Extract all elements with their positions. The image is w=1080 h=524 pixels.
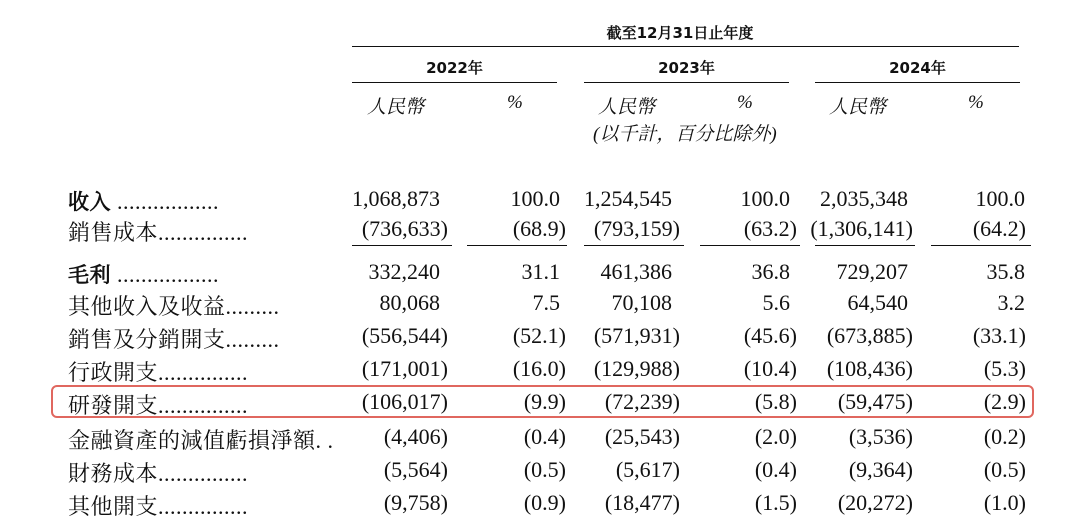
value-2023-pct: (1.5)	[754, 490, 797, 515]
value-2022-rmb: 332,240	[368, 259, 440, 284]
value-2023-pct: (63.2)	[743, 216, 797, 241]
subtotal-rule	[584, 245, 684, 246]
value-2024-pct: 100.0	[975, 186, 1025, 211]
value-2022-pct: 7.5	[532, 290, 560, 315]
value-2022-pct: (0.9)	[523, 490, 566, 515]
value-2024-rmb: 2,035,348	[820, 186, 908, 211]
value-2023-rmb: (72,239)	[604, 389, 680, 414]
row-label: 收入 .................	[68, 189, 219, 214]
value-2023-rmb: (793,159)	[593, 216, 680, 241]
row-label: 其他開支...............	[68, 494, 249, 519]
value-2023-pct: (5.8)	[754, 389, 797, 414]
value-2024-pct: (0.2)	[983, 424, 1026, 449]
period-title: 截至12月31日止年度	[606, 24, 754, 42]
value-2022-pct: (52.1)	[512, 323, 566, 348]
value-2024-pct: (33.1)	[972, 323, 1026, 348]
percent-label-2023: %	[737, 92, 753, 113]
table-row	[0, 389, 1080, 423]
value-2023-rmb: (5,617)	[615, 457, 680, 482]
value-2024-rmb: (673,885)	[826, 323, 913, 348]
currency-label-2022: 人民幣	[367, 97, 425, 118]
row-label: 研發開支...............	[68, 393, 249, 418]
value-2023-pct: 5.6	[762, 290, 790, 315]
value-2024-pct: (1.0)	[983, 490, 1026, 515]
row-label: 行政開支...............	[68, 360, 249, 385]
value-2023-pct: (45.6)	[743, 323, 797, 348]
value-2023-pct: 100.0	[740, 186, 790, 211]
table-row	[0, 457, 1080, 491]
value-2024-rmb: (1,306,141)	[810, 216, 913, 241]
value-2022-rmb: 80,068	[379, 290, 440, 315]
value-2024-pct: (64.2)	[972, 216, 1026, 241]
value-2022-pct: (16.0)	[512, 356, 566, 381]
value-2022-pct: (0.5)	[523, 457, 566, 482]
percent-label-2024: %	[968, 92, 984, 113]
value-2023-pct: 36.8	[751, 259, 790, 284]
value-2022-rmb: (106,017)	[361, 389, 448, 414]
subtotal-rule	[700, 245, 800, 246]
year-2024-rule	[815, 82, 1020, 83]
table-row	[0, 424, 1080, 458]
row-label: 財務成本...............	[68, 461, 249, 486]
value-2024-pct: (5.3)	[983, 356, 1026, 381]
units-note: (以千計，百分比除外)	[593, 124, 777, 145]
value-2024-pct: (0.5)	[983, 457, 1026, 482]
value-2022-pct: (9.9)	[523, 389, 566, 414]
table-row	[0, 490, 1080, 524]
table-row	[0, 186, 1080, 220]
value-2024-pct: 3.2	[997, 290, 1025, 315]
subtotal-rule	[467, 245, 567, 246]
value-2022-rmb: (4,406)	[383, 424, 448, 449]
value-2023-rmb: 70,108	[611, 290, 672, 315]
year-2023-rule	[584, 82, 789, 83]
value-2023-rmb: (129,988)	[593, 356, 680, 381]
value-2023-rmb: (571,931)	[593, 323, 680, 348]
value-2024-rmb: (59,475)	[837, 389, 913, 414]
value-2022-rmb: (9,758)	[383, 490, 448, 515]
value-2023-rmb: 461,386	[600, 259, 672, 284]
value-2024-rmb: (9,364)	[848, 457, 913, 482]
row-label: 其他收入及收益.........	[68, 294, 280, 319]
value-2024-rmb: 729,207	[836, 259, 908, 284]
table-row	[0, 290, 1080, 324]
value-2024-rmb: (3,536)	[848, 424, 913, 449]
value-2022-pct: 31.1	[521, 259, 560, 284]
value-2023-pct: (10.4)	[743, 356, 797, 381]
value-2024-rmb: (20,272)	[837, 490, 913, 515]
value-2023-pct: (0.4)	[754, 457, 797, 482]
year-2024-header: 2024年	[889, 59, 946, 77]
table-row	[0, 323, 1080, 357]
value-2022-rmb: 1,068,873	[352, 186, 440, 211]
value-2022-pct: (0.4)	[523, 424, 566, 449]
row-label: 毛利 .................	[68, 262, 219, 287]
row-label: 銷售成本...............	[68, 220, 249, 245]
row-label: 金融資產的減值虧損淨額. .	[68, 428, 334, 453]
subtotal-rule	[352, 245, 452, 246]
value-2024-rmb: 64,540	[847, 290, 908, 315]
value-2023-rmb: 1,254,545	[584, 186, 672, 211]
value-2023-rmb: (25,543)	[604, 424, 680, 449]
value-2022-rmb: (5,564)	[383, 457, 448, 482]
value-2022-pct: (68.9)	[512, 216, 566, 241]
value-2022-pct: 100.0	[510, 186, 560, 211]
value-2022-rmb: (556,544)	[361, 323, 448, 348]
subtotal-rule	[931, 245, 1031, 246]
year-2022-rule	[352, 82, 557, 83]
table-row	[0, 259, 1080, 293]
percent-label-2022: %	[507, 92, 523, 113]
currency-label-2024: 人民幣	[829, 97, 887, 118]
value-2024-pct: (2.9)	[983, 389, 1026, 414]
value-2023-rmb: (18,477)	[604, 490, 680, 515]
subtotal-rule	[815, 245, 915, 246]
currency-label-2023: 人民幣	[598, 97, 656, 118]
value-2024-pct: 35.8	[986, 259, 1025, 284]
value-2022-rmb: (736,633)	[361, 216, 448, 241]
row-label: 銷售及分銷開支.........	[68, 327, 280, 352]
period-title-rule	[352, 46, 1019, 47]
value-2022-rmb: (171,001)	[361, 356, 448, 381]
value-2024-rmb: (108,436)	[826, 356, 913, 381]
year-2023-header: 2023年	[658, 59, 715, 77]
value-2023-pct: (2.0)	[754, 424, 797, 449]
year-2022-header: 2022年	[426, 59, 483, 77]
